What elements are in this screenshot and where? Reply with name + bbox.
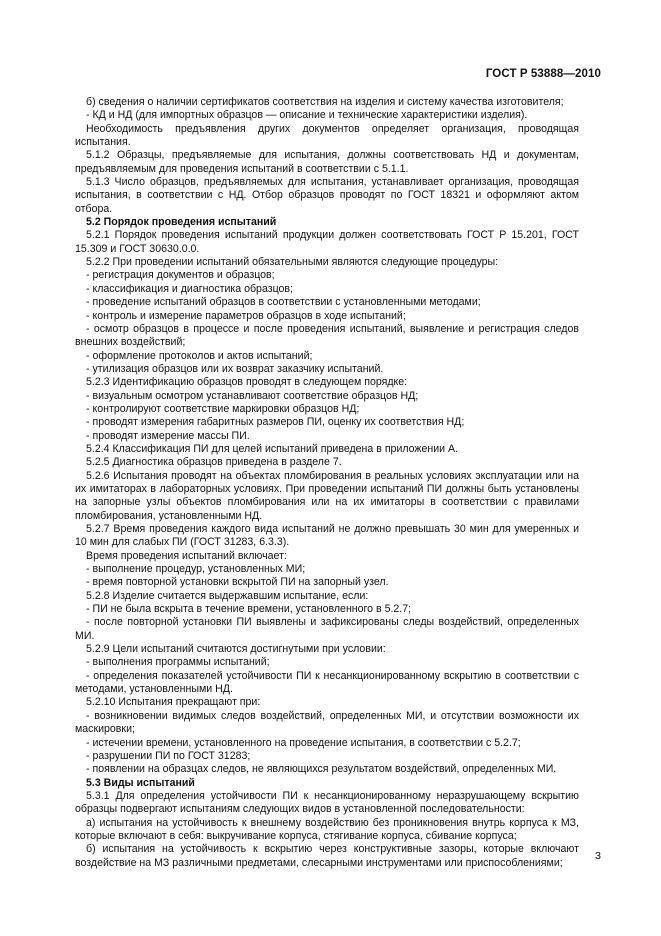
- paragraph: - утилизация образцов или их возврат заказчику испытаний.: [86, 362, 384, 375]
- paragraph: - появлении на образцах следов, не являющихся результатом воздействий, определенных МИ.: [86, 763, 557, 776]
- paragraph: 5.2.5 Диагностика образцов приведена в разделе 7.: [86, 456, 342, 469]
- document-body: [75, 96, 579, 870]
- paragraph: - выполнения программы испытаний;: [86, 656, 270, 669]
- paragraph: - время повторной установки вскрытой ПИ на запорный узел.: [86, 576, 389, 589]
- section-heading: 5.3 Виды испытаний: [86, 776, 195, 789]
- page-number: 3: [595, 850, 601, 862]
- paragraph: - классификация и диагностика образцов;: [86, 282, 293, 295]
- paragraph: 5.2.4 Классификация ПИ для целей испытаний приведена в приложении А.: [86, 442, 459, 455]
- paragraph: б) сведения о наличии сертификатов соответствия на изделия и систему качества изготовителя;: [86, 96, 564, 108]
- paragraph: 5.2.10 Испытания прекращают при:: [86, 696, 261, 709]
- paragraph: 5.3.1 Для определения устойчивости ПИ к несанкционированному неразрушающему вскрытию образцы подвергают испытаниям следующих видов в установленной последовательности:: [75, 789, 579, 816]
- paragraph: 5.2.3 Идентификацию образцов проводят в следующем порядке:: [86, 376, 408, 389]
- paragraph: - после повторной установки ПИ выявлены и зафиксированы следы воздействий, определенных МИ.: [75, 616, 579, 642]
- paragraph: - определения показателей устойчивости ПИ к несанкционированному вскрытию в соответствии с методами, установленными НД.: [75, 669, 579, 696]
- paragraph: - визуальным осмотром устанавливают соответствие образцов НД;: [86, 389, 419, 402]
- paragraph: 5.2.1 Порядок проведения испытаний продукции должен соответствовать ГОСТ Р 15.201, ГОСТ 15.309 и ГОСТ 30630.0.0.: [75, 229, 579, 255]
- paragraph: - выполнение процедур, установленных МИ;: [86, 563, 306, 576]
- paragraph: - контролируют соответствие маркировки образцов НД;: [86, 402, 360, 415]
- paragraph: 5.2.2 При проведении испытаний обязательными являются следующие процедуры:: [86, 256, 499, 269]
- paragraph: б) испытания на устойчивость к вскрытию через конструктивные зазоры, которые включают воздействие на МЗ различными предметами, слесарными инструментами или приспособлениями;: [75, 843, 579, 869]
- section-heading: 5.2 Порядок проведения испытаний: [86, 216, 277, 229]
- paragraph: 5.2.9 Цели испытаний считаются достигнутыми при условии:: [86, 643, 386, 656]
- paragraph: 5.1.3 Число образцов, предъявляемых для испытания, устанавливает организация, проводящая испытания, в соответствии с НД. Отбор образцов проводят по ГОСТ 18321 и оформляют актом отбора.: [75, 176, 579, 215]
- paragraph: - контроль и измерение параметров образцов в ходе испытаний;: [86, 309, 406, 322]
- paragraph: а) испытания на устойчивость к внешнему воздействию без проникновения внутрь корпуса к МЗ, которые включают в себя: выкручивание корпуса, стягивание корпуса, сбивание корпуса;: [75, 816, 579, 842]
- standard-code-header: ГОСТ Р 53888—2010: [485, 68, 601, 80]
- paragraph: - проведение испытаний образцов в соответствии с установленными методами;: [86, 296, 481, 309]
- paragraph: Необходимость предъявления других документов определяет организация, проводящая испытания.: [75, 122, 579, 149]
- paragraph: - проводят измерение массы ПИ.: [86, 429, 250, 442]
- paragraph: - ПИ не была вскрыта в течение времени, установленного в 5.2.7;: [86, 603, 412, 616]
- paragraph: - разрушении ПИ по ГОСТ 31283;: [86, 749, 251, 762]
- paragraph: 5.2.7 Время проведения каждого вида испытаний не должно превышать 30 мин для умеренных и 10 мин для слабых ПИ (ГОСТ 31283, 6.3.3).: [75, 523, 579, 549]
- paragraph: - КД и НД (для импортных образцов — описание и технические характеристики изделия).: [86, 109, 528, 122]
- paragraph: - истечении времени, установленного на проведение испытания, в соответствии с 5.2.7;: [86, 736, 521, 749]
- paragraph: 5.2.8 Изделие считается выдержавшим испытание, если:: [86, 589, 369, 602]
- paragraph: - осмотр образцов в процессе и после проведения испытаний, выявление и регистрация следов внешних воздействий;: [75, 322, 579, 349]
- paragraph: - возникновении видимых следов воздействий, определенных МИ, и отсутствии возможности их маскировки;: [75, 709, 579, 736]
- paragraph: 5.2.6 Испытания проводят на объектах пломбирования в реальных условиях эксплуатации или на их имитаторах в лабораторных условиях. При проведении испытаний ПИ должны быть установлены на запорные узлы объектов пломбирования или на их имитаторы в соответствии с правилами пломбирования, установленными НД.: [75, 469, 579, 522]
- paragraph: 5.1.2 Образцы, предъявляемые для испытания, должны соответствовать НД и документам, предъявляемым для проведения испытаний в соответствии с 5.1.1.: [75, 149, 579, 175]
- paragraph: - оформление протоколов и актов испытаний;: [86, 349, 313, 362]
- paragraph: - регистрация документов и образцов;: [86, 269, 275, 282]
- paragraph: Время проведения испытаний включает:: [86, 549, 287, 562]
- paragraph: - проводят измерения габаритных размеров ПИ, оценку их соответствия НД;: [86, 416, 465, 429]
